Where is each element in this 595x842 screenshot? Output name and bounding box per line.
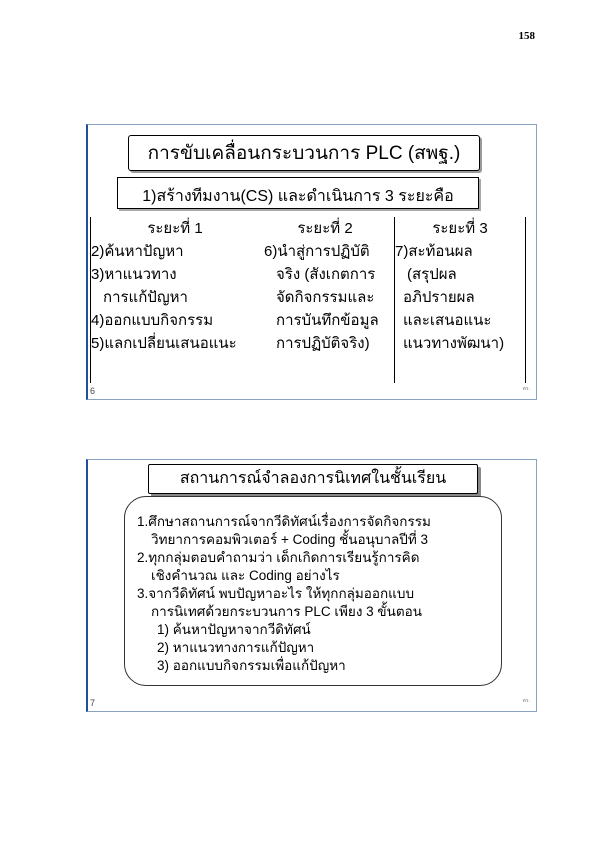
phase-3-line: อภิปรายผล <box>403 289 475 306</box>
phase-2-column <box>264 217 386 383</box>
step-line: 1) ค้นหาปัญหาจากวีดิทัศน์ <box>157 622 311 637</box>
step-line: 3) ออกแบบกิจกรรมเพื่อแก้ปัญหา <box>157 658 346 673</box>
phase-3-line: (สรุปผล <box>407 266 457 283</box>
phase-1-column <box>90 217 259 383</box>
instruction-line: 1.ศึกษาสถานการณ์จากวีดิทัศน์เรื่องการจัดกิจกรรม <box>137 514 431 529</box>
slide-number: 7 <box>90 698 96 708</box>
instruction-line: การนิเทศด้วยกระบวนการ PLC เพียง 3 ขั้นตอน <box>151 604 422 619</box>
phase-2-line: จริง (สังเกตการ <box>276 266 376 283</box>
phase-2-line: การปฏิบัติจริง) <box>276 335 370 352</box>
phase-3-line: และเสนอแนะ <box>403 312 492 329</box>
slide-title: สถานการณ์จำลองการนิเทศในชั้นเรียน <box>148 464 478 494</box>
author-credit-mark: ดร. <box>522 386 530 392</box>
instruction-line: 2.ทุกกลุ่มตอบคำถามว่า เด็กเกิดการเรียนรู้การคิด <box>137 550 420 565</box>
slide-number: 6 <box>90 386 96 396</box>
instruction-line: วิทยาการคอมพิวเตอร์ + Coding ชั้นอนุบาลปีที่ 3 <box>151 532 429 547</box>
slide-subtitle: 1)สร้างทีมงาน(CS) และดำเนินการ 3 ระยะคือ <box>117 177 479 209</box>
phase-3-column <box>394 217 526 383</box>
instruction-line: 3.จากวีดิทัศน์ พบปัญหาอะไร ให้ทุกกลุ่มออกแบบ <box>137 586 415 601</box>
phase-1-line: 4)ออกแบบกิจกรรม <box>91 312 214 329</box>
instruction-line: เชิงคำนวณ และ Coding อย่างไร <box>151 568 340 583</box>
phase-2-line: 6)นำสู่การปฏิบัติ <box>264 243 370 260</box>
slide-supervision-simulation <box>86 459 537 712</box>
instructions-panel <box>124 496 502 686</box>
phase-1-heading: ระยะที่ 1 <box>147 220 203 237</box>
phase-2-line: การบันทึกข้อมูล <box>276 312 379 329</box>
phase-1-line: 2)ค้นหาปัญหา <box>91 243 184 260</box>
author-credit-mark: ดร. <box>522 698 530 704</box>
phase-1-line: การแก้ปัญหา <box>103 289 188 306</box>
phase-3-line: แนวทางพัฒนา) <box>403 335 505 352</box>
step-line: 2) หาแนวทางการแก้ปัญหา <box>157 640 315 655</box>
phase-1-line: 5)แลกเปลี่ยนเสนอแนะ <box>91 335 237 352</box>
phase-1-line: 3)หาแนวทาง <box>91 266 177 283</box>
phase-3-heading: ระยะที่ 3 <box>432 220 488 237</box>
phase-3-line: 7)สะท้อนผล <box>395 243 473 260</box>
phase-2-line: จัดกิจกรรมและ <box>276 289 375 306</box>
slide-plc-phases <box>86 124 537 400</box>
phase-2-heading: ระยะที่ 2 <box>297 220 353 237</box>
slide-title: การขับเคลื่อนกระบวนการ PLC (สพฐ.) <box>128 135 480 171</box>
page-number: 158 <box>518 30 535 42</box>
